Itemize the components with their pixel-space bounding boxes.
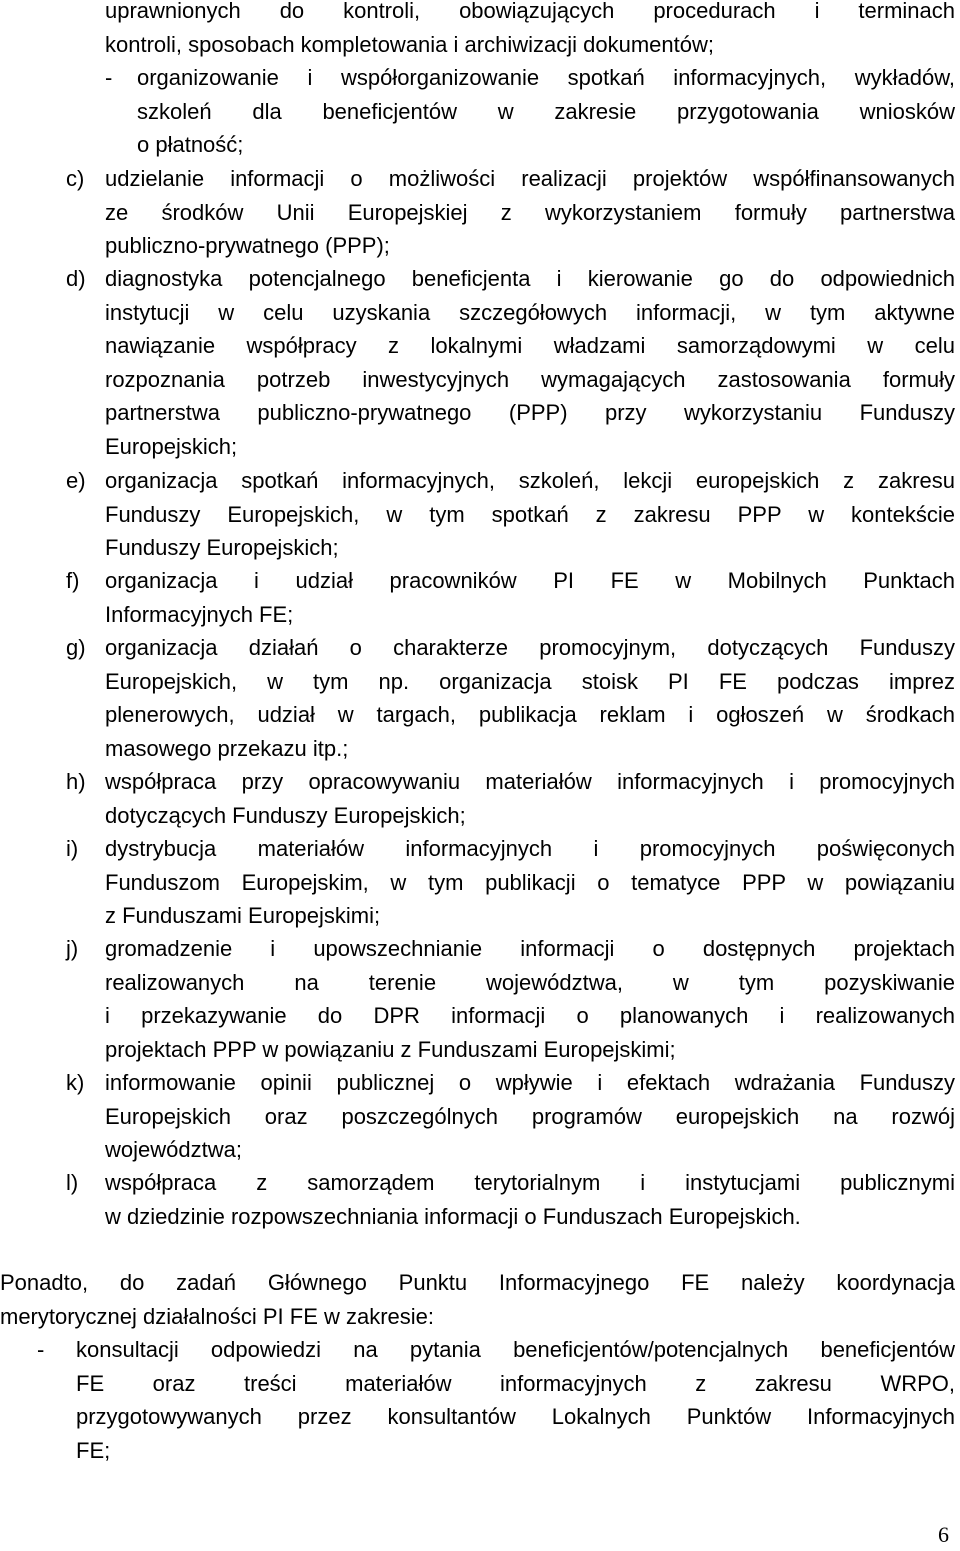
text-line: uprawnionych do kontroli, obowiązujących procedurach i terminach (105, 0, 955, 23)
dash-item-konsultacji (76, 1333, 955, 1467)
page-number: 6 (938, 1522, 949, 1547)
text-line: w dziedzinie rozpowszechniania informacji o Funduszach Europejskich. (105, 1203, 801, 1229)
list-marker-i: i) (66, 836, 79, 861)
continuation-text (105, 0, 955, 61)
list-item-g (105, 631, 955, 765)
text-line: i przekazywanie do DPR informacji o planowanych i realizowanych (105, 1003, 955, 1028)
text-line: projektach PPP w powiązaniu z Funduszami Europejskimi; (105, 1036, 676, 1062)
text-line: realizowanych na terenie województwa, w tym pozyskiwanie (105, 969, 955, 995)
text-line: Informacyjnych FE; (105, 601, 294, 627)
list-marker-dash: - (37, 1337, 45, 1362)
list-marker-f: f) (66, 568, 80, 593)
list-marker-k: k) (66, 1070, 85, 1095)
list-marker-d: d) (66, 266, 86, 291)
text-line: z Funduszami Europejskimi; (105, 903, 381, 928)
list-item-d (105, 262, 955, 463)
text-line: Europejskich oraz poszczególnych programów europejskich na rozwój (105, 1103, 955, 1129)
text-line: organizacja spotkań informacyjnych, szkoleń, lekcji europejskich z zakresu (105, 468, 955, 493)
text-line: Funduszy Europejskich, w tym spotkań z zakresu PPP w kontekście (105, 501, 955, 527)
dash-item-organizowanie (137, 61, 955, 162)
text-line: informowanie opinii publicznej o wpływie i efektach wdrażania Funduszy (105, 1070, 955, 1095)
text-line: Funduszy Europejskich; (105, 535, 339, 560)
list-marker-g: g) (66, 635, 86, 660)
list-marker-e: e) (66, 468, 86, 493)
text-line: o płatność; (137, 132, 244, 157)
text-line: udzielanie informacji o możliwości realizacji projektów współfinansowanych (105, 166, 955, 191)
list-item-k (105, 1066, 955, 1167)
text-line: dystrybucja materiałów informacyjnych i promocyjnych poświęconych (105, 836, 955, 861)
text-line: publiczno-prywatnego (PPP); (105, 233, 390, 258)
text-line: organizowanie i współorganizowanie spotkań informacyjnych, wykładów, (137, 65, 955, 90)
text-line: gromadzenie i upowszechnianie informacji o dostępnych projektach (105, 936, 955, 961)
list-marker-j: j) (66, 936, 79, 961)
text-line: rozpoznania potrzeb inwestycyjnych wymagających zastosowania formuły (105, 366, 955, 392)
text-line: plenerowych, udział w targach, publikacja reklam i ogłoszeń w środkach (105, 702, 955, 727)
text-line: Europejskich, w tym np. organizacja stoisk PI FE podczas imprez (105, 668, 955, 694)
text-line: Ponadto, do zadań Głównego Punktu Informacyjnego FE należy koordynacja (0, 1270, 955, 1295)
text-line: szkoleń dla beneficjentów w zakresie przygotowania wniosków (137, 98, 955, 124)
text-line: współpraca przy opracowywaniu materiałów informacyjnych i promocyjnych (105, 769, 955, 794)
text-line: dotyczących Funduszy Europejskich; (105, 802, 466, 828)
list-item-h (105, 765, 955, 832)
text-line: województwa; (105, 1137, 242, 1162)
text-line: kontroli, sposobach kompletowania i archiwizacji dokumentów; (105, 31, 714, 57)
text-line: organizacja działań o charakterze promocyjnym, dotyczących Funduszy (105, 635, 955, 660)
paragraph-koordynacja (0, 1266, 955, 1333)
list-marker-c: c) (66, 166, 85, 191)
text-line: współpraca z samorządem terytorialnym i instytucjami publicznymi (105, 1170, 955, 1195)
list-item-f (105, 564, 955, 631)
text-line: masowego przekazu itp.; (105, 735, 349, 761)
text-line: FE oraz treści materiałów informacyjnych z zakresu WRPO, (76, 1370, 955, 1396)
list-item-j (105, 932, 955, 1066)
list-marker-dash: - (105, 65, 113, 90)
list-marker-l: l) (66, 1170, 79, 1195)
text-line: diagnostyka potencjalnego beneficjenta i kierowanie go do odpowiednich (105, 266, 955, 291)
list-item-c (105, 162, 955, 263)
text-line: instytucji w celu uzyskania szczegółowych informacji, w tym aktywne (105, 299, 955, 325)
text-line: Europejskich; (105, 433, 238, 459)
text-line: merytorycznej działalności PI FE w zakresie: (0, 1303, 435, 1329)
text-line: przygotowywanych przez konsultantów Lokalnych Punktów Informacyjnych (76, 1404, 955, 1429)
text-line: Funduszom Europejskim, w tym publikacji o tematyce PPP w powiązaniu (105, 869, 955, 895)
list-item-l (105, 1166, 955, 1233)
text-line: partnerstwa publiczno-prywatnego (PPP) przy wykorzystaniu Funduszy (105, 400, 955, 425)
list-item-e (105, 464, 955, 565)
text-line: FE; (76, 1437, 111, 1463)
text-line: ze środków Unii Europejskiej z wykorzystaniem formuły partnerstwa (105, 199, 955, 225)
list-marker-h: h) (66, 769, 86, 794)
text-line: organizacja i udział pracowników PI FE w Mobilnych Punktach (105, 568, 955, 593)
list-item-i (105, 832, 955, 933)
text-line: nawiązanie współpracy z lokalnymi władzami samorządowymi w celu (105, 333, 955, 358)
text-line: konsultacji odpowiedzi na pytania beneficjentów/potencjalnych beneficjentów (76, 1337, 955, 1362)
